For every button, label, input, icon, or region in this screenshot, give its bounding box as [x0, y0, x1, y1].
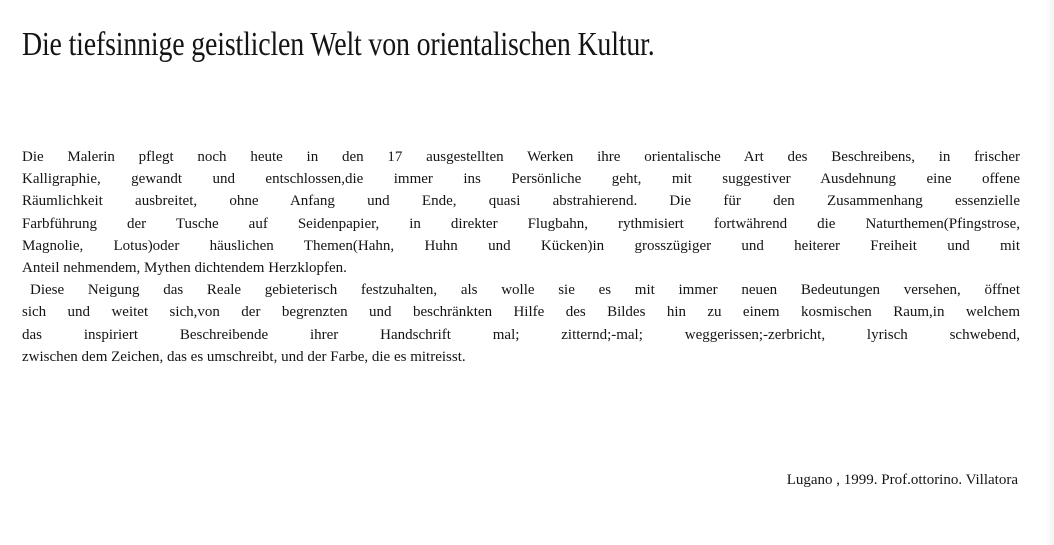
text-line: zwischen dem Zeichen, das es umschreibt, und der Farbe, die es mitreisst.: [22, 348, 466, 365]
paragraph-1: [22, 146, 1032, 279]
text-line: Räumlichkeit ausbreitet, ohne Anfang und Ende, quasi abstrahierend. Die für den Zusammenhang essenzielle: [22, 193, 1020, 210]
page-edge-shadow: [1046, 0, 1054, 545]
text-line: sich und weitet sich,von der begrenzten und beschränkten Hilfe des Bildes hin zu einem kosmischen Raum,in welchem: [22, 304, 1020, 321]
text-line: Magnolie, Lotus)oder häuslichen Themen(Hahn, Huhn und Kücken)in grosszügiger und heiterer Freiheit und mit: [22, 237, 1020, 254]
text-line: Diese Neigung das Reale gebieterisch festzuhalten, als wolle sie es mit immer neuen Bedeutungen versehen, öffnet: [30, 282, 1020, 299]
paragraph-2: [22, 279, 1032, 368]
signature: Lugano , 1999. Prof.ottorino. Villatora: [786, 472, 1018, 488]
text-line: Farbführung der Tusche auf Seidenpapier, in direkter Flugbahn, rythmisiert fortwährend die Naturthemen(Pfingstrose,: [22, 215, 1020, 232]
document-title: Die tiefsinnige geistliclen Welt von orientalischen Kultur.: [22, 26, 655, 63]
text-line: Anteil nehmendem, Mythen dichtendem Herzklopfen.: [22, 259, 347, 276]
document-body: [22, 146, 1032, 368]
text-line: Kalligraphie, gewandt und entschlossen,die immer ins Persönliche geht, mit suggestiver Ausdehnung eine offene: [22, 171, 1020, 188]
text-line: Die Malerin pflegt noch heute in den 17 ausgestellten Werken ihre orientalische Art des Beschreibens, in frischer: [22, 149, 1020, 165]
text-line: das inspiriert Beschreibende ihrer Handschrift mal; zitternd;-mal; weggerissen;-zerbricht, lyrisch schwebend,: [22, 326, 1020, 343]
